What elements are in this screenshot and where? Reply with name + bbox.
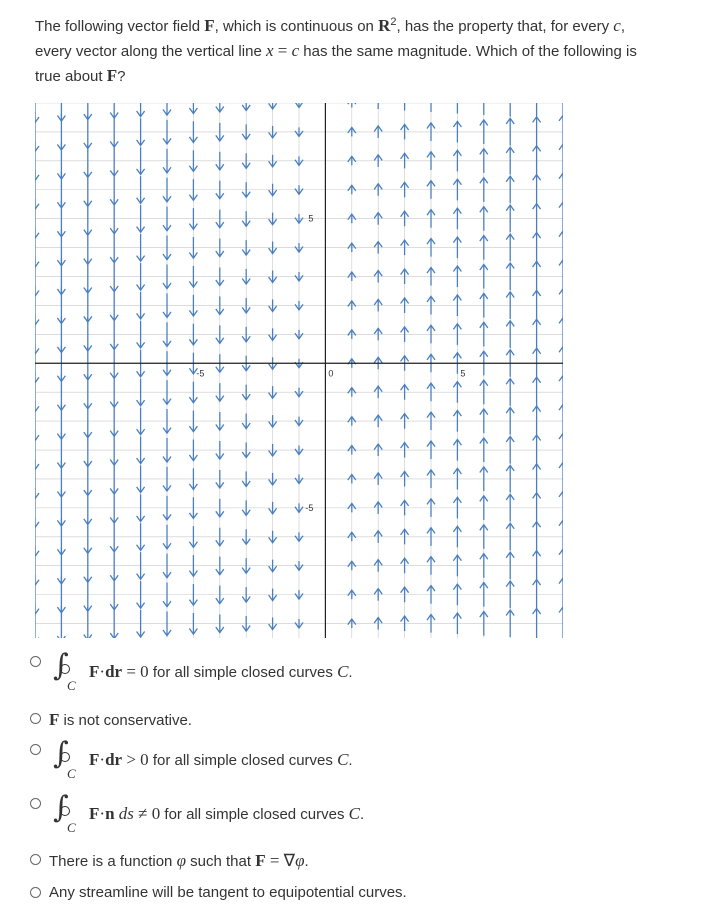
question-text-part: ,	[620, 18, 625, 35]
x-tick-label: 5	[460, 368, 466, 379]
option-text: .	[348, 751, 353, 769]
contour-integral-icon: ∫ C	[53, 790, 76, 835]
answer-option-3[interactable]	[30, 736, 680, 781]
math-F: F	[204, 16, 215, 35]
answer-option-1[interactable]	[30, 648, 680, 693]
option-text: for all simple closed curves	[160, 805, 349, 823]
math-op: ·	[99, 750, 106, 769]
math-x: x	[265, 41, 274, 60]
vector-field-svg	[35, 103, 563, 638]
math-op: ·	[99, 662, 106, 681]
radio-button[interactable]	[30, 713, 41, 724]
option-text: .	[304, 853, 309, 870]
math-c: c	[291, 41, 300, 60]
question-text-part: true about	[35, 68, 107, 85]
math-relation: ≠ 0	[133, 804, 161, 823]
math-F: F	[106, 66, 118, 85]
option-text: for all simple closed curves	[148, 751, 338, 769]
answer-option-6[interactable]	[30, 884, 680, 901]
math-c: c	[613, 16, 621, 35]
option-text: .	[360, 805, 365, 823]
radio-button[interactable]	[30, 887, 41, 898]
option-text: is not conservative.	[59, 712, 192, 729]
math-relation: = 0	[122, 662, 149, 681]
integral-subscript: C	[67, 820, 76, 835]
y-tick-label: 5	[308, 213, 314, 224]
vector-field-plot	[35, 103, 563, 638]
question-text-part: , which is continuous on	[214, 18, 379, 35]
question-text	[35, 10, 685, 89]
math-F: F	[89, 750, 100, 769]
option-label	[49, 851, 309, 871]
math-R: R	[378, 16, 391, 35]
option-label	[51, 648, 353, 693]
answer-option-2[interactable]	[30, 710, 680, 730]
question-text-part: , has the property that, for every	[396, 18, 614, 35]
x-tick-label: 0	[328, 368, 334, 379]
question-text-part: The following vector field	[35, 18, 205, 35]
math-F: F	[255, 851, 266, 870]
answer-option-5[interactable]	[30, 851, 680, 871]
math-dr: dr	[105, 750, 123, 769]
question-text-part: has the same magnitude. Which of the following is	[299, 43, 637, 60]
contour-integral-icon: ∫ C	[53, 648, 76, 693]
math-F: F	[89, 804, 100, 823]
math-relation: > 0	[122, 750, 149, 769]
math-F: F	[49, 710, 60, 729]
option-label	[51, 736, 353, 781]
option-text: such that	[185, 853, 256, 870]
x-tick-label: -5	[196, 368, 205, 379]
math-op: ·	[99, 804, 106, 823]
math-n: n	[105, 804, 115, 823]
question-text-part: every vector along the vertical line	[35, 43, 266, 60]
math-superscript: 2	[390, 16, 397, 28]
question-text-part: ?	[117, 68, 126, 85]
integral-subscript: C	[67, 678, 76, 693]
math-gradient: = ∇	[265, 851, 296, 870]
radio-button[interactable]	[30, 744, 41, 755]
option-text: Any streamline will be tangent to equipotential curves.	[49, 884, 407, 901]
option-label	[51, 790, 365, 835]
radio-button[interactable]	[30, 798, 41, 809]
y-tick-label: -5	[305, 502, 314, 513]
math-eq: =	[273, 41, 292, 60]
math-C: C	[337, 662, 349, 681]
option-text: for all simple closed curves	[148, 663, 338, 681]
option-text: There is a function	[49, 853, 177, 870]
math-C: C	[337, 750, 349, 769]
math-phi: φ	[295, 851, 305, 870]
integral-subscript: C	[67, 766, 76, 781]
math-dr: dr	[105, 662, 123, 681]
radio-button[interactable]	[30, 656, 41, 667]
option-text: .	[348, 663, 353, 681]
answer-option-4[interactable]	[30, 790, 680, 835]
math-C: C	[348, 804, 360, 823]
math-ds: ds	[114, 804, 134, 823]
contour-integral-icon: ∫ C	[53, 736, 76, 781]
math-F: F	[89, 662, 100, 681]
math-phi: φ	[176, 851, 186, 870]
radio-button[interactable]	[30, 854, 41, 865]
option-label	[49, 710, 192, 730]
